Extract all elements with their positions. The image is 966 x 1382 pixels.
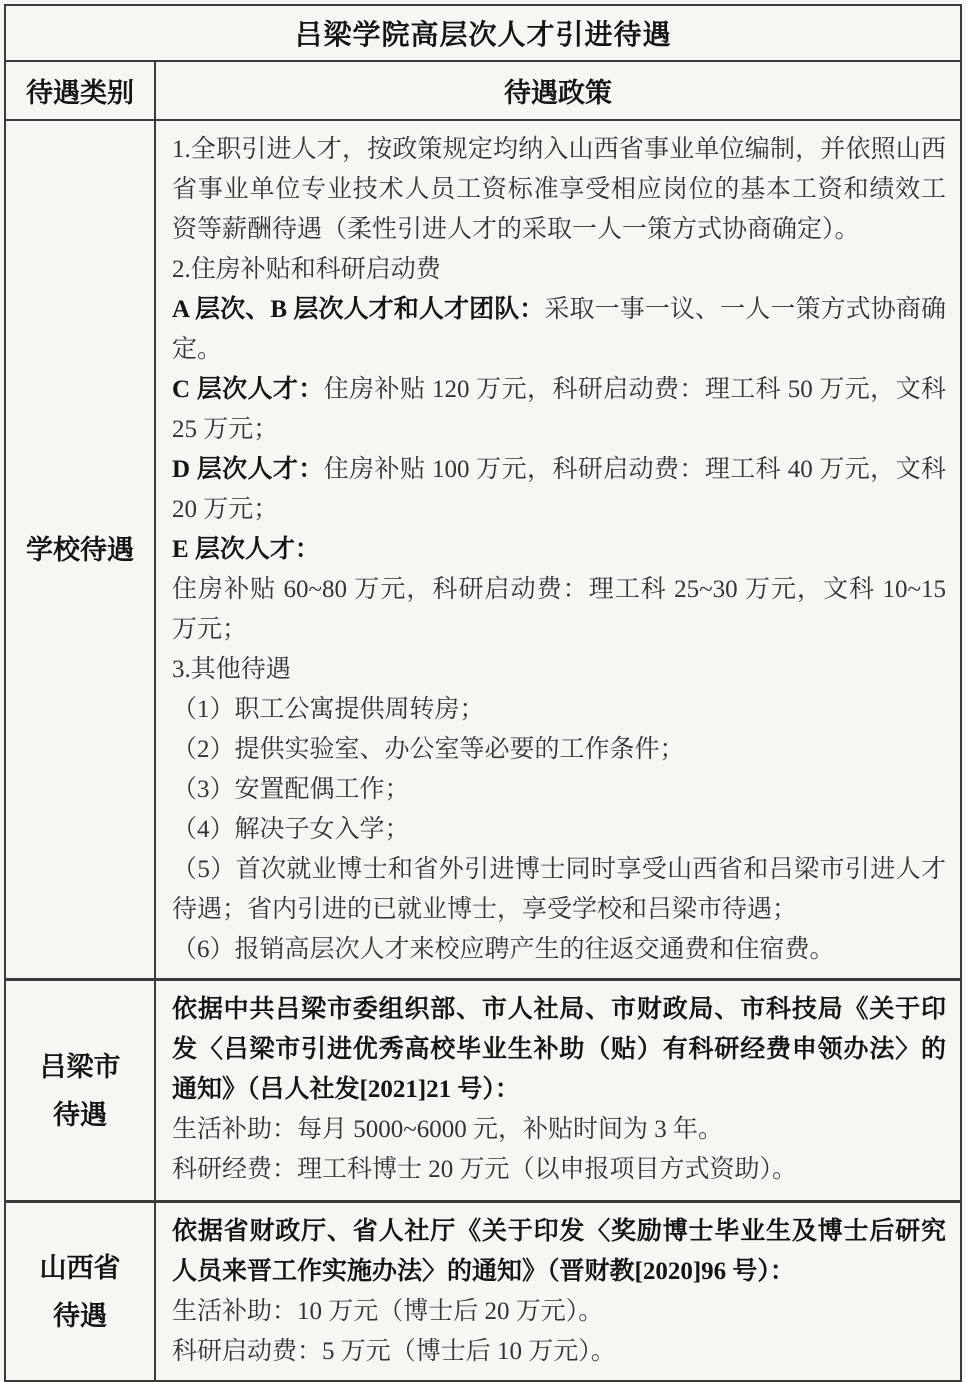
policy-text: （2）提供实验室、办公室等必要的工作条件；	[172, 736, 685, 763]
policy-paragraph	[172, 250, 946, 290]
table-row-city	[6, 981, 960, 1203]
policy-paragraph	[172, 690, 946, 730]
policy-paragraph	[172, 650, 946, 690]
policy-paragraph	[172, 770, 946, 810]
policy-text: 住房补贴 100 万元，科研启动费：理工科 40 万元，文科 20 万元；	[172, 456, 946, 523]
policy-text: 1.全职引进人才，按政策规定均纳入山西省事业单位编制，并依照山西省事业单位专业技术人员工资标准享受相应岗位的基本工资和绩效工资等薪酬待遇（柔性引进人才的采取一人一策方式协商确定）。	[172, 136, 946, 243]
policy-text: 生活补助：每月 5000~6000 元，补贴时间为 3 年。	[172, 1116, 724, 1143]
policy-text: （4）解决子女入学；	[172, 816, 410, 843]
table-title: 吕梁学院高层次人才引进待遇	[6, 6, 960, 62]
policy-text-bold: D 层次人才：	[172, 456, 324, 483]
policy-paragraph	[172, 1332, 946, 1372]
policy-text: （3）安置配偶工作；	[172, 776, 410, 803]
policy-paragraph	[172, 290, 946, 370]
policy-text-bold: 依据中共吕梁市委组织部、市人社局、市财政局、市科技局《关于印发〈吕梁市引进优秀高校毕业生补助（贴）有科研经费申领办法〉的通知》（吕人社发[2021]21 号）：	[172, 996, 946, 1103]
header-cell-policy: 待遇政策	[504, 78, 612, 108]
policy-text: 科研经费：理工科博士 20 万元（以申报项目方式资助）。	[172, 1156, 798, 1183]
category-label-line: 学校待遇	[26, 534, 134, 565]
policy-paragraph	[172, 990, 946, 1110]
policy-text-bold: C 层次人才：	[172, 376, 324, 403]
policy-text: 3.其他待遇	[172, 656, 291, 683]
policy-paragraph	[172, 930, 946, 970]
policy-text-bold: 依据省财政厅、省人社厅《关于印发〈奖励博士毕业生及博士后研究人员来晋工作实施办法〉的通知》（晋财教[2020]96 号）：	[172, 1218, 946, 1285]
policy-paragraph	[172, 1110, 946, 1150]
policy-text: 住房补贴 60~80 万元，科研启动费：理工科 25~30 万元，文科 10~15 万元；	[172, 576, 946, 643]
category-label-line: 待遇	[53, 1300, 107, 1331]
table-row-province	[6, 1203, 960, 1380]
policy-paragraph	[172, 530, 946, 570]
category-cell-province	[6, 1203, 156, 1380]
policy-text-bold: E 层次人才：	[172, 536, 320, 563]
policy-text: （6）报销高层次人才来校应聘产生的往返交通费和住宿费。	[172, 936, 835, 963]
policy-paragraph	[172, 1212, 946, 1292]
benefits-table	[4, 4, 962, 1382]
policy-text: 2.住房补贴和科研启动费	[172, 256, 441, 283]
policy-paragraph	[172, 1292, 946, 1332]
policy-paragraph	[172, 810, 946, 850]
policy-text: 科研启动费：5 万元（博士后 10 万元）。	[172, 1338, 616, 1365]
policy-paragraph	[172, 570, 946, 650]
category-label-line: 待遇	[53, 1099, 107, 1130]
policy-text: （1）职工公寓提供周转房；	[172, 696, 485, 723]
policy-cell-school	[156, 121, 960, 978]
category-cell-city	[6, 981, 156, 1200]
policy-paragraph	[172, 850, 946, 930]
policy-paragraph	[172, 1150, 946, 1190]
category-label-line: 山西省	[39, 1252, 121, 1283]
category-cell-school	[6, 121, 156, 978]
policy-paragraph	[172, 450, 946, 530]
policy-paragraph	[172, 130, 946, 250]
table-header-row	[6, 62, 960, 121]
header-cell-category: 待遇类别	[6, 62, 156, 119]
policy-cell-province	[156, 1203, 960, 1380]
policy-text-bold: A 层次、B 层次人才和人才团队：	[172, 296, 545, 323]
policy-text: 生活补助：10 万元（博士后 20 万元）。	[172, 1298, 604, 1325]
policy-paragraph	[172, 730, 946, 770]
table-body	[6, 121, 960, 1380]
policy-cell-city	[156, 981, 960, 1200]
policy-text: 住房补贴 120 万元，科研启动费：理工科 50 万元，文科 25 万元；	[172, 376, 946, 443]
policy-paragraph	[172, 370, 946, 450]
policy-text: （5）首次就业博士和省外引进博士同时享受山西省和吕梁市引进人才待遇；省内引进的已就业博士，享受学校和吕梁市待遇；	[172, 856, 946, 923]
category-label-line: 吕梁市	[39, 1051, 121, 1082]
table-row-school	[6, 121, 960, 981]
policy-text: 采取一事一议、一人一策方式协商确定。	[172, 296, 946, 363]
